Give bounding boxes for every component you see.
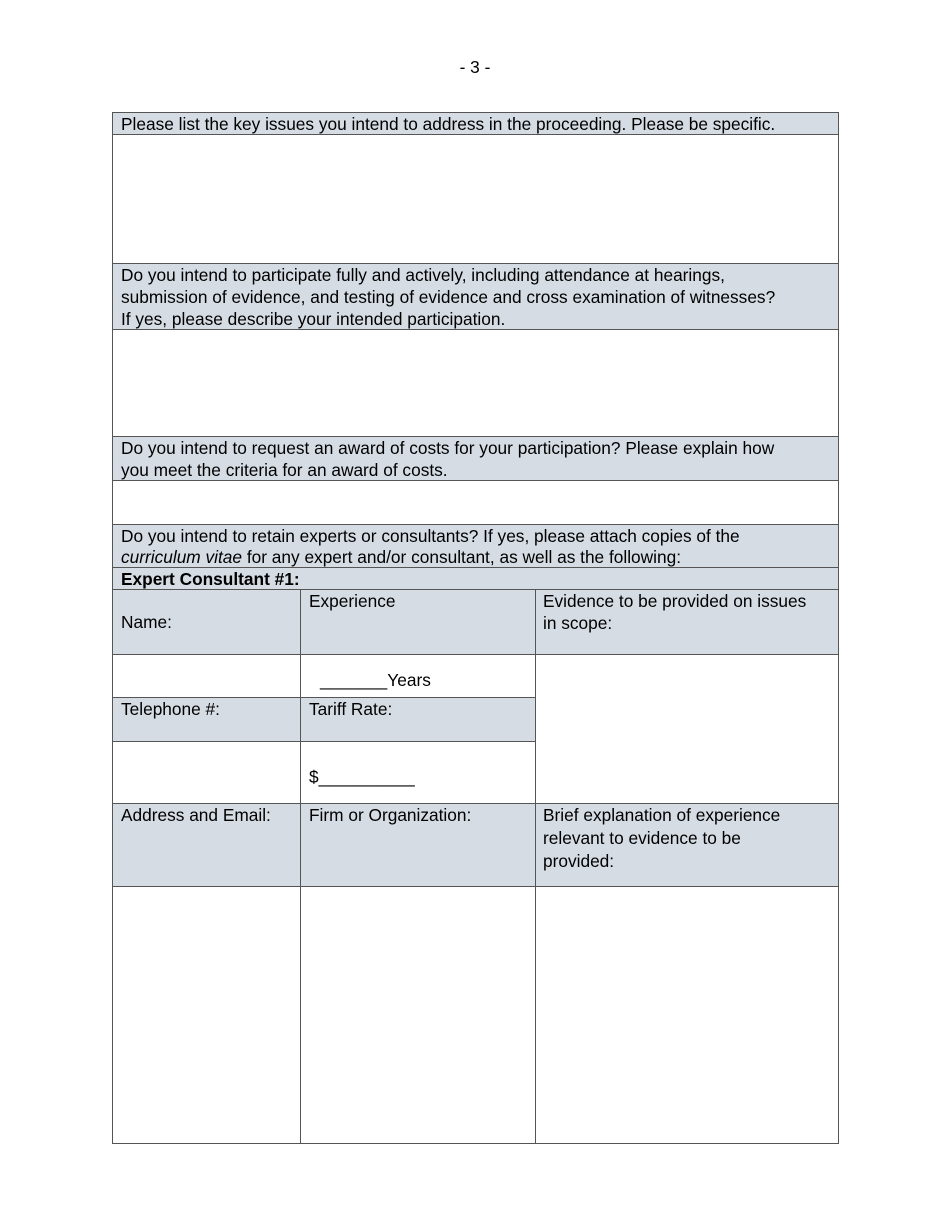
table-rule xyxy=(112,741,535,742)
table-border-left xyxy=(112,112,113,1144)
name-label: Name: xyxy=(121,612,172,632)
table-column-divider xyxy=(300,589,301,1144)
participation-answer-field[interactable] xyxy=(113,330,837,435)
telephone-field[interactable] xyxy=(113,742,299,802)
experts-question-line1: Do you intend to retain experts or consultants? If yes, please attach copies of the xyxy=(121,526,740,546)
brief-label-line1: Brief explanation of experience xyxy=(543,805,781,825)
table-border-right xyxy=(838,112,839,1144)
participation-question-line1: Do you intend to participate fully and actively, including attendance at hearings, xyxy=(121,265,725,285)
tariff-label: Tariff Rate: xyxy=(309,699,393,719)
table-rule xyxy=(112,654,839,655)
table-column-divider xyxy=(535,589,536,1144)
consultant-heading: Expert Consultant #1: xyxy=(121,569,300,589)
years-field[interactable]: _______Years xyxy=(320,670,431,690)
costs-question-line1: Do you intend to request an award of costs for your participation? Please explain how xyxy=(121,438,775,458)
address-email-field[interactable] xyxy=(113,887,299,1143)
address-email-label: Address and Email: xyxy=(121,805,271,825)
experts-question-line2-rest: for any expert and/or consultant, as well as the following: xyxy=(242,547,682,567)
evidence-field[interactable] xyxy=(536,655,837,802)
evidence-label-line2: in scope: xyxy=(543,613,613,633)
experience-explanation-field[interactable] xyxy=(536,887,837,1143)
cv-term: curriculum vitae xyxy=(121,547,243,567)
experts-question-line2 xyxy=(121,546,681,568)
brief-label-line3: provided: xyxy=(543,851,615,871)
issues-answer-field[interactable] xyxy=(113,135,837,262)
name-field[interactable] xyxy=(113,655,299,696)
table-rule xyxy=(112,886,839,887)
brief-label-line2: relevant to evidence to be xyxy=(543,828,741,848)
rate-field[interactable]: $__________ xyxy=(309,767,415,787)
table-rule xyxy=(112,1143,839,1144)
page-number: - 3 - xyxy=(459,57,491,77)
issues-question: Please list the key issues you intend to address in the proceeding. Please be specific. xyxy=(121,114,776,134)
costs-question-line2: you meet the criteria for an award of costs. xyxy=(121,460,448,480)
firm-label: Firm or Organization: xyxy=(309,805,472,825)
participation-question-line3: If yes, please describe your intended participation. xyxy=(121,309,506,329)
telephone-label: Telephone #: xyxy=(121,699,220,719)
evidence-label-line1: Evidence to be provided on issues xyxy=(543,591,807,611)
costs-answer-field[interactable] xyxy=(113,481,837,523)
participation-question-line2: submission of evidence, and testing of evidence and cross examination of witnesses? xyxy=(121,287,776,307)
experience-label: Experience xyxy=(309,591,396,611)
firm-field[interactable] xyxy=(301,887,534,1143)
